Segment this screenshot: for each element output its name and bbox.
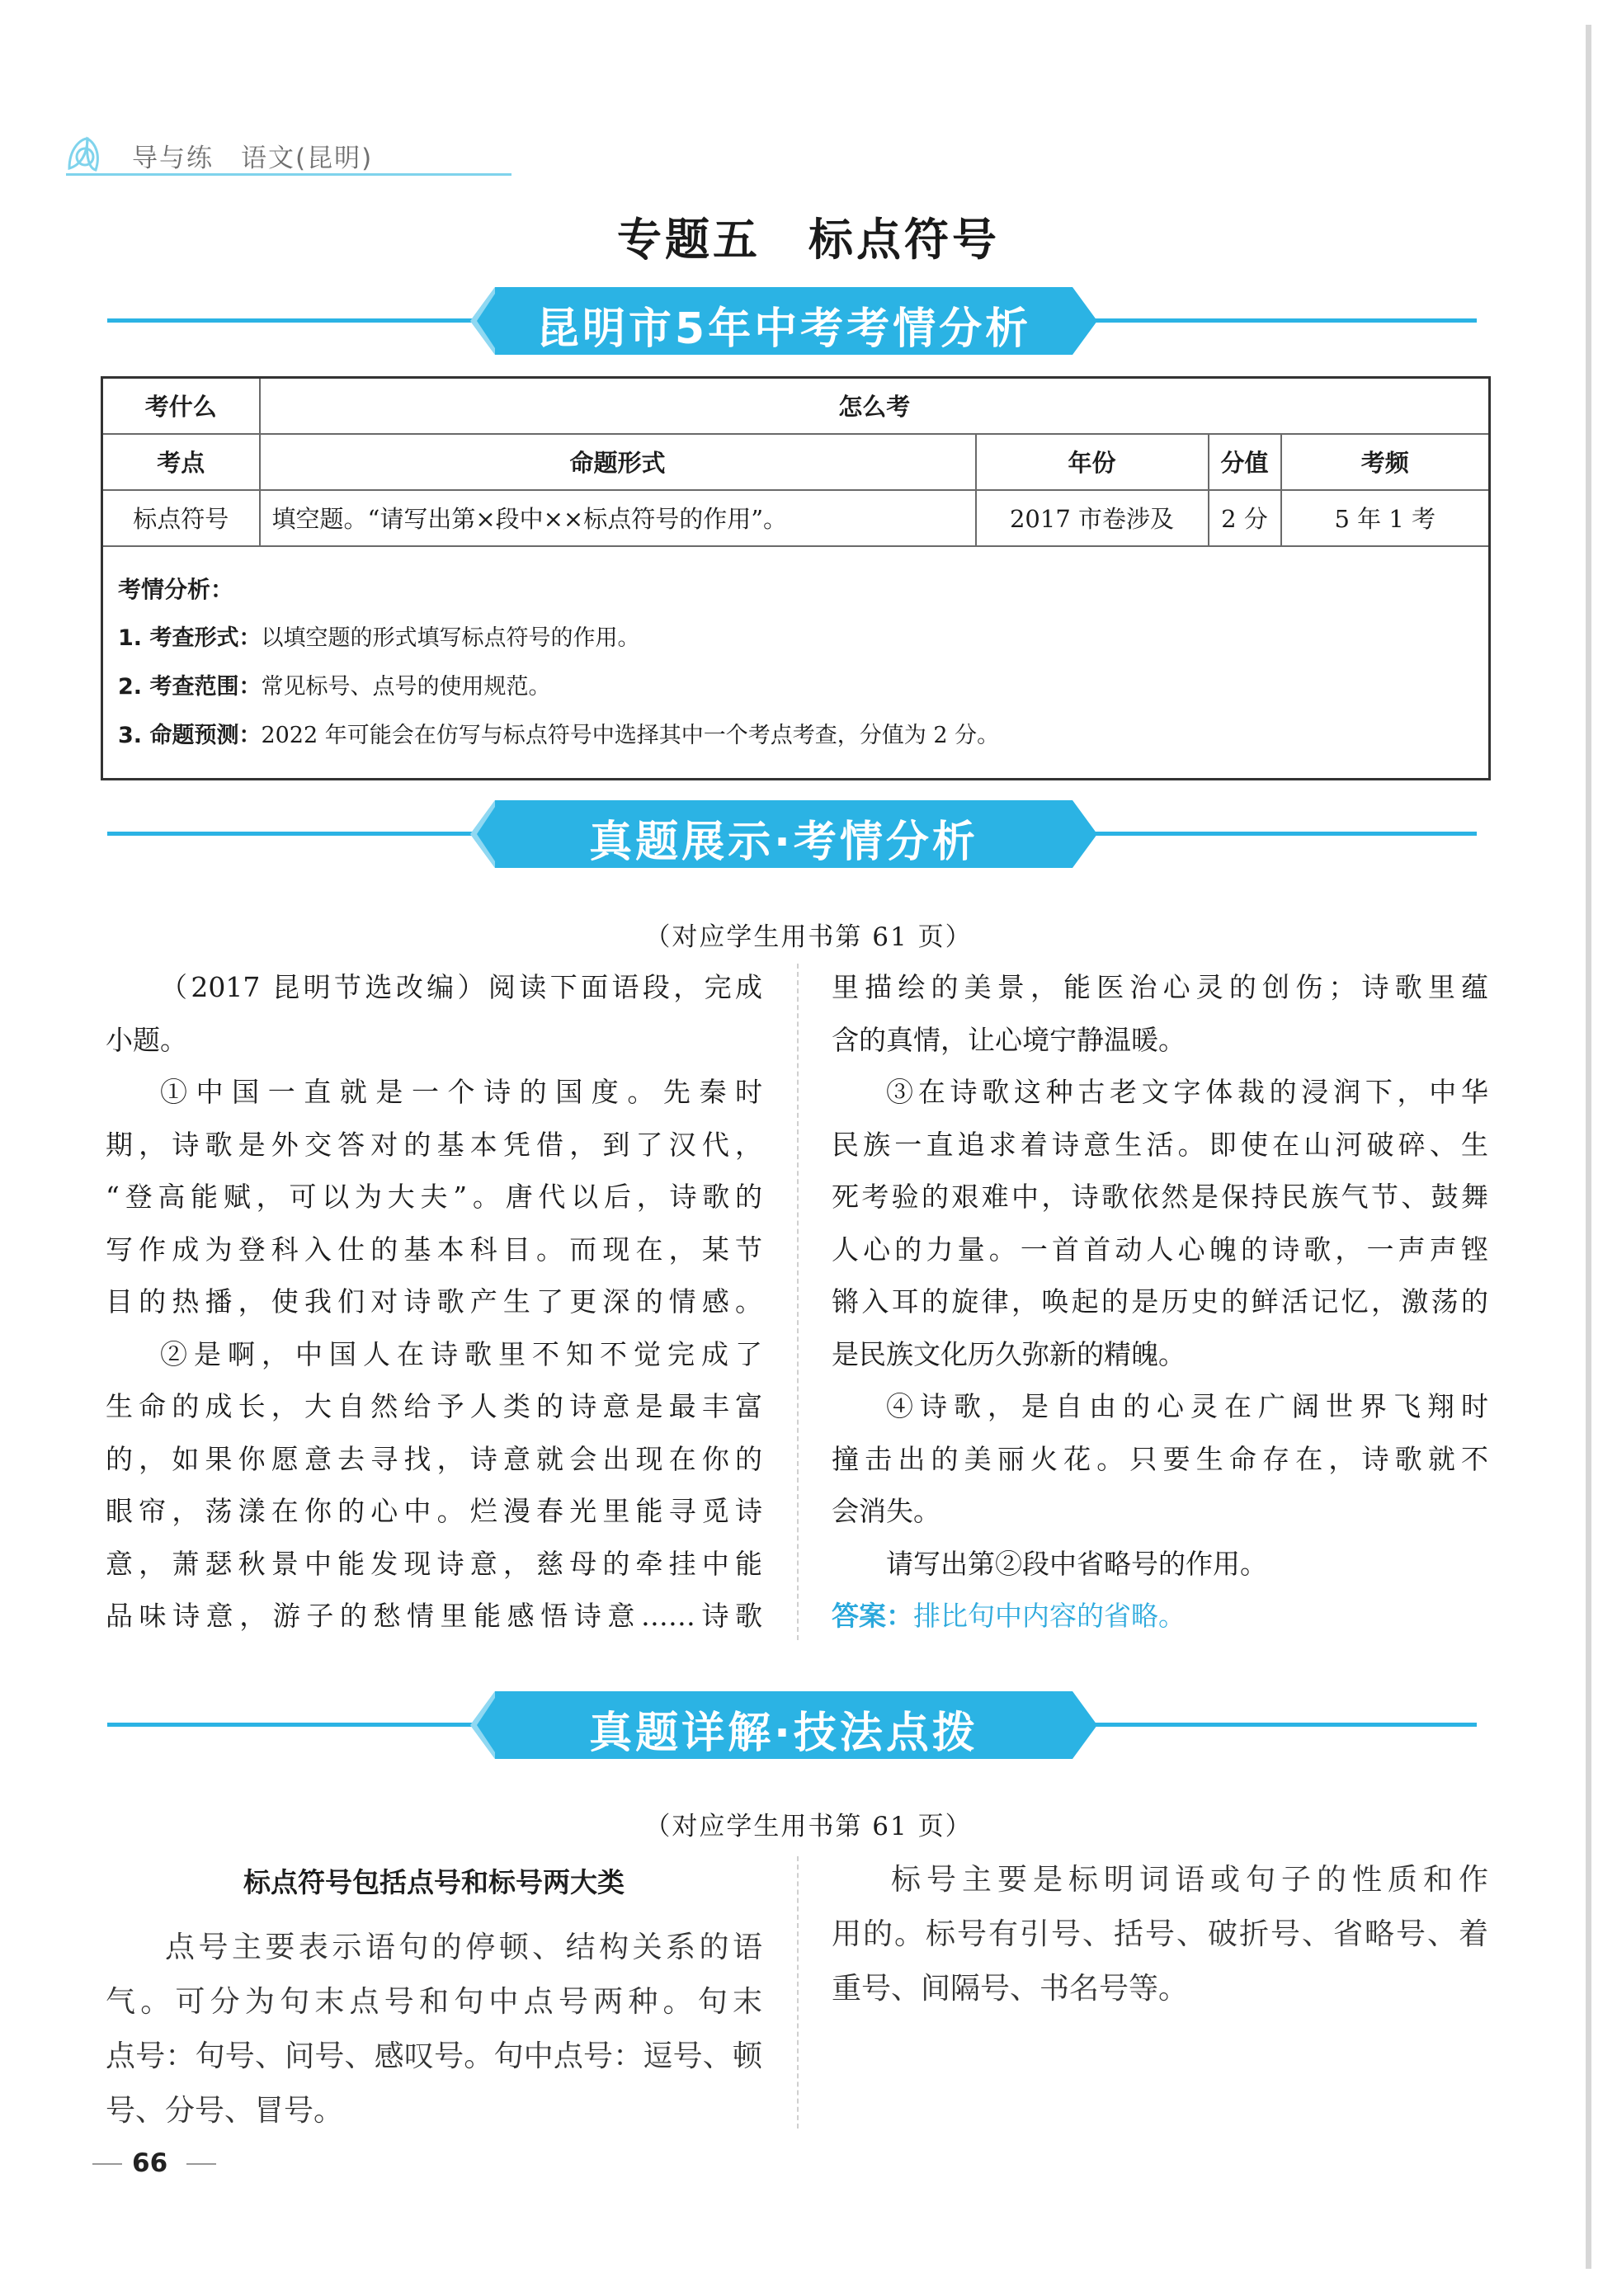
page-number-rule-right [186, 2163, 216, 2165]
passage-line: 含的真情，让心境宁静温暖。 [832, 1023, 1186, 1056]
passage-line: 人心的力量。一首首动人心魄的诗歌，一声声铿 [832, 1233, 1488, 1266]
passage-line: 民族一直追求着诗意生活。即使在山河破碎、生 [832, 1128, 1488, 1161]
exam-analysis-notes [102, 546, 1490, 780]
explain-line: 点号主要表示语句的停顿、结构关系的语 [165, 1931, 762, 1964]
analysis-item-label: 3. 命题预测： [118, 722, 262, 748]
analysis-item-text: 2022 年可能会在仿写与标点符号中选择其中一个考点考查，分值为 2 分。 [261, 722, 1000, 748]
analysis-item-text: 以填空题的形式填写标点符号的作用。 [261, 625, 640, 651]
passage-line: 生命的成长，大自然给予人类的诗意是最丰富 [106, 1390, 762, 1422]
table-header-what: 考什么 [102, 378, 260, 434]
explain-line: 号、分号、冒号。 [106, 2094, 344, 2128]
table-col-form: 命题形式 [260, 434, 976, 490]
table-col-frequency: 考频 [1281, 434, 1490, 490]
exam-analysis-table [101, 376, 1491, 780]
cell-score: 2 分 [1209, 490, 1281, 546]
page-number: 66 [132, 2148, 168, 2178]
cell-form: 填空题。“请写出第×段中××标点符号的作用”。 [260, 490, 976, 546]
book-page-reference: （对应学生用书第 61 页） [644, 1812, 973, 1841]
explain-line: 重号、间隔号、书名号等。 [832, 1972, 1189, 2006]
explain-line: 点号：句号、问号、感叹号。句中点号：逗号、顿 [106, 2039, 762, 2073]
analysis-item-label: 1. 考查形式： [118, 625, 262, 651]
passage-line: ③在诗歌这种古老文字体裁的浸润下，中华 [886, 1076, 1488, 1108]
question-prompt: 请写出第②段中省略号的作用。 [886, 1547, 1267, 1580]
analysis-item-text: 常见标号、点号的使用规范。 [261, 673, 551, 700]
answer-text: 排比句中内容的省略。 [913, 1600, 1186, 1632]
page-number-rule-left [92, 2163, 122, 2165]
table-col-score: 分值 [1209, 434, 1281, 490]
passage-line: 品味诗意，游子的愁情里能感悟诗意……诗歌 [106, 1600, 762, 1632]
page-title: 专题五 标点符号 [617, 214, 1000, 266]
passage-line: 写作成为登科入仕的基本科目。而现在，某节 [106, 1233, 762, 1266]
passage-line: 意，萧瑟秋景中能发现诗意，慈母的牵挂中能 [106, 1547, 762, 1580]
header-underline [66, 173, 512, 176]
passage-line: 小题。 [106, 1023, 187, 1056]
analysis-item [118, 614, 1473, 662]
table-col-year: 年份 [976, 434, 1209, 490]
passage-line: 锵入耳的旋律，唤起的是历史的鲜活记忆，激荡的 [832, 1285, 1488, 1318]
passage-line: ②是啊，中国人在诗歌里不知不觉完成了 [160, 1337, 762, 1370]
explain-subheading: 标点符号包括点号和标号两大类 [243, 1866, 625, 1898]
passage-line: 会消失。 [832, 1495, 940, 1527]
answer-label: 答案： [832, 1600, 913, 1632]
analysis-title: 考情分析： [118, 575, 234, 603]
explain-line: 用的。标号有引号、括号、破折号、省略号、着 [832, 1917, 1488, 1951]
column-divider [797, 964, 799, 1640]
banner-title-real-exam: 真题展示·考情分析 [589, 818, 978, 867]
answer-line [832, 1590, 1488, 1643]
cell-point: 标点符号 [102, 490, 260, 546]
book-page-reference: （对应学生用书第 61 页） [644, 922, 973, 952]
passage-line: 目的热播，使我们对诗歌产生了更深的情感。 [106, 1285, 762, 1318]
banner-title-explain: 真题详解·技法点拨 [589, 1709, 978, 1758]
passage-line: ①中国一直就是一个诗的国度。先秦时 [160, 1076, 762, 1108]
explain-left-column [106, 1921, 762, 2138]
explain-line: 气。可分为句末点号和句中点号两种。句末 [106, 1985, 762, 2019]
passage-line: 的，如果你愿意去寻找，诗意就会出现在你的 [106, 1442, 762, 1475]
passage-line: 是民族文化历久弥新的精魄。 [832, 1337, 1186, 1370]
page-edge-rule [1586, 25, 1591, 2269]
explain-line: 标号主要是标明词语或句子的性质和作 [891, 1863, 1488, 1897]
book-leaf-icon [63, 132, 107, 178]
table-row [102, 490, 1490, 546]
analysis-item-label: 2. 考查范围： [118, 673, 262, 700]
analysis-item [118, 711, 1473, 760]
banner-title-analysis: 昆明市5年中考考情分析 [535, 304, 1032, 354]
explain-right-column [832, 1853, 1488, 2016]
analysis-item [118, 662, 1473, 711]
passage-line: 死考验的艰难中，诗歌依然是保持民族气节、鼓舞 [832, 1181, 1488, 1213]
cell-year: 2017 市卷涉及 [976, 490, 1209, 546]
passage-line: 里描绘的美景，能医治心灵的创伤；诗歌里蕴 [832, 971, 1488, 1003]
passage-right-column [832, 961, 1488, 1643]
passage-left-column [106, 961, 762, 1643]
passage-line: （2017 昆明节选改编）阅读下面语段，完成 [160, 971, 762, 1003]
passage-line: “登高能赋，可以为大夫”。唐代以后，诗歌的 [106, 1181, 762, 1213]
passage-line: ④诗歌，是自由的心灵在广阔世界飞翔时 [886, 1390, 1488, 1422]
column-divider [797, 1856, 799, 2129]
passage-line: 期，诗歌是外交答对的基本凭借，到了汉代， [106, 1128, 762, 1161]
table-col-point: 考点 [102, 434, 260, 490]
header-label: 导与练 语文(昆明) [132, 144, 374, 173]
passage-line: 眼帘，荡漾在你的心中。烂漫春光里能寻觅诗 [106, 1495, 762, 1527]
cell-frequency: 5 年 1 考 [1281, 490, 1490, 546]
table-header-how: 怎么考 [260, 378, 1490, 434]
passage-line: 撞击出的美丽火花。只要生命存在，诗歌就不 [832, 1442, 1488, 1475]
